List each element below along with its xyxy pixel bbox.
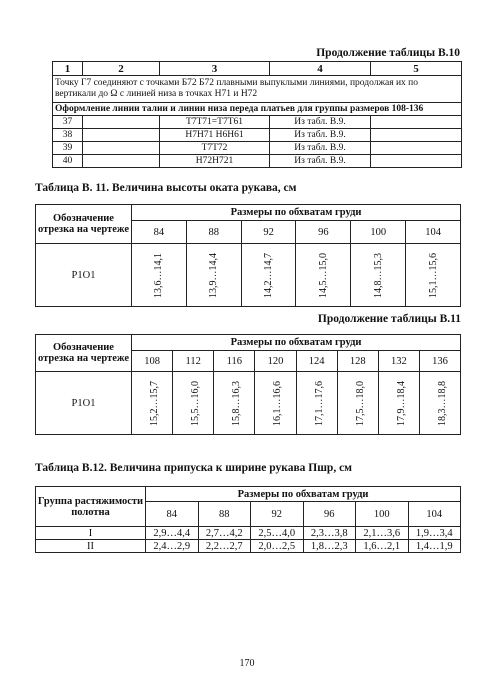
table-row xyxy=(36,540,461,553)
size-header: 112 xyxy=(173,351,214,372)
size-header: 100 xyxy=(356,502,409,527)
table-b10-caption: Продолжение таблицы В.10 xyxy=(316,47,460,59)
table-b10 xyxy=(52,61,462,168)
sizes-header: Размеры по обхватам груди xyxy=(146,487,461,502)
value-cell: 14,8…15,3 xyxy=(372,252,384,298)
value-cell: 13,6…14,1 xyxy=(153,252,165,298)
segment-label: Р1О1 xyxy=(36,372,132,435)
size-header: 136 xyxy=(419,351,460,372)
value-cell: 14,2…14,7 xyxy=(263,252,275,298)
value-cell: 17,1…17,6 xyxy=(313,380,325,426)
value-cell: 2,9…4,4 xyxy=(146,527,199,540)
table-row xyxy=(53,155,462,168)
size-header: 84 xyxy=(132,221,187,244)
row-number: 38 xyxy=(53,129,83,142)
size-header: 96 xyxy=(296,221,351,244)
value-cell: 1,8…2,3 xyxy=(303,540,356,553)
value-cell: 2,1…3,6 xyxy=(356,527,409,540)
table-row xyxy=(53,142,462,155)
table-row xyxy=(53,116,462,129)
size-header: 132 xyxy=(378,351,419,372)
size-header: 88 xyxy=(198,502,251,527)
table-row xyxy=(53,129,462,142)
table-b11-continuation xyxy=(35,334,461,435)
group-label: I xyxy=(36,527,146,540)
value-cell: 15,1…15,6 xyxy=(427,252,439,298)
table-row xyxy=(36,244,461,307)
table-b10-header-row xyxy=(53,62,462,76)
column-header-segment: Обозначение отрезка на чертеже xyxy=(36,335,132,372)
value-cell: Из табл. В.9. xyxy=(270,116,371,129)
value-cell: 1,6…2,1 xyxy=(356,540,409,553)
size-header: 92 xyxy=(241,221,296,244)
size-header: 92 xyxy=(251,502,304,527)
size-header: 120 xyxy=(255,351,296,372)
value-cell: Из табл. В.9. xyxy=(270,155,371,168)
table-b12-caption: Таблица В.12. Величина припуска к ширине рукава Пшр, см xyxy=(35,462,353,474)
value-cell: 2,3…3,8 xyxy=(303,527,356,540)
table-row xyxy=(36,527,461,540)
table-b10-section-row: Оформление линии талии и линии низа переда платьев для группы размеров 108-136 xyxy=(53,103,462,116)
table-b11-cont-caption: Продолжение таблицы В.11 xyxy=(317,313,461,325)
table-row xyxy=(36,372,461,435)
group-label: II xyxy=(36,540,146,553)
value-cell: 2,5…4,0 xyxy=(251,527,304,540)
segment-cell: Н72Н721 xyxy=(160,155,270,168)
value-cell: 18,3…18,8 xyxy=(436,380,448,426)
table-b12 xyxy=(35,486,461,553)
column-header: 4 xyxy=(270,62,371,76)
size-header: 104 xyxy=(406,221,461,244)
sizes-header: Размеры по обхватам груди xyxy=(132,335,461,351)
size-header: 104 xyxy=(408,502,461,527)
value-cell: 2,2…2,7 xyxy=(198,540,251,553)
segment-cell: Т7Т72 xyxy=(160,142,270,155)
size-header: 84 xyxy=(146,502,199,527)
row-number: 37 xyxy=(53,116,83,129)
value-cell: 16,1…16,6 xyxy=(272,380,284,426)
value-cell: 17,9…18,4 xyxy=(395,380,407,426)
segment-label: Р1О1 xyxy=(36,244,132,307)
value-cell: 15,2…15,7 xyxy=(149,380,160,426)
column-header-segment: Обозначение отрезка на чертеже xyxy=(36,205,132,244)
table-b11-caption: Таблица В. 11. Величина высоты оката рукава, см xyxy=(35,182,297,194)
value-cell: 14,5…15,0 xyxy=(317,252,329,298)
segment-cell: Н7Н71 Н6Н61 xyxy=(160,129,270,142)
sizes-header: Размеры по обхватам груди xyxy=(132,205,461,221)
value-cell: 15,5…16,0 xyxy=(190,380,202,426)
value-cell: 17,5…18,0 xyxy=(354,380,366,426)
value-cell: Из табл. В.9. xyxy=(270,142,371,155)
size-header: 116 xyxy=(214,351,255,372)
value-cell: 2,0…2,5 xyxy=(251,540,304,553)
segment-cell: Т7Т71=Т7Т61 xyxy=(160,116,270,129)
size-header: 100 xyxy=(351,221,406,244)
size-header: 88 xyxy=(186,221,241,244)
table-b10-note-row: Точку Г7 соединяют с точками Б72 Б72 плавными выпуклыми линиями, продолжая их по вертикали до Ω с линией низа в точках Н71 и Н72 xyxy=(53,76,462,103)
value-cell: 1,4…1,9 xyxy=(408,540,461,553)
table-b11 xyxy=(35,204,461,307)
column-header: 3 xyxy=(160,62,270,76)
column-header-group: Группа растяжимости полотна xyxy=(36,487,146,527)
column-header: 2 xyxy=(83,62,160,76)
size-header: 108 xyxy=(132,351,173,372)
size-header: 124 xyxy=(296,351,337,372)
column-header: 5 xyxy=(371,62,462,76)
column-header: 1 xyxy=(53,62,83,76)
row-number: 39 xyxy=(53,142,83,155)
size-header: 96 xyxy=(303,502,356,527)
value-cell: 2,7…4,2 xyxy=(198,527,251,540)
value-cell: 15,8…16,3 xyxy=(231,380,243,426)
page-number: 170 xyxy=(239,658,255,669)
value-cell: 2,4…2,9 xyxy=(146,540,199,553)
value-cell: 13,9…14,4 xyxy=(208,252,220,298)
size-header: 128 xyxy=(337,351,378,372)
value-cell: Из табл. В.9. xyxy=(270,129,371,142)
row-number: 40 xyxy=(53,155,83,168)
value-cell: 1,9…3,4 xyxy=(408,527,461,540)
